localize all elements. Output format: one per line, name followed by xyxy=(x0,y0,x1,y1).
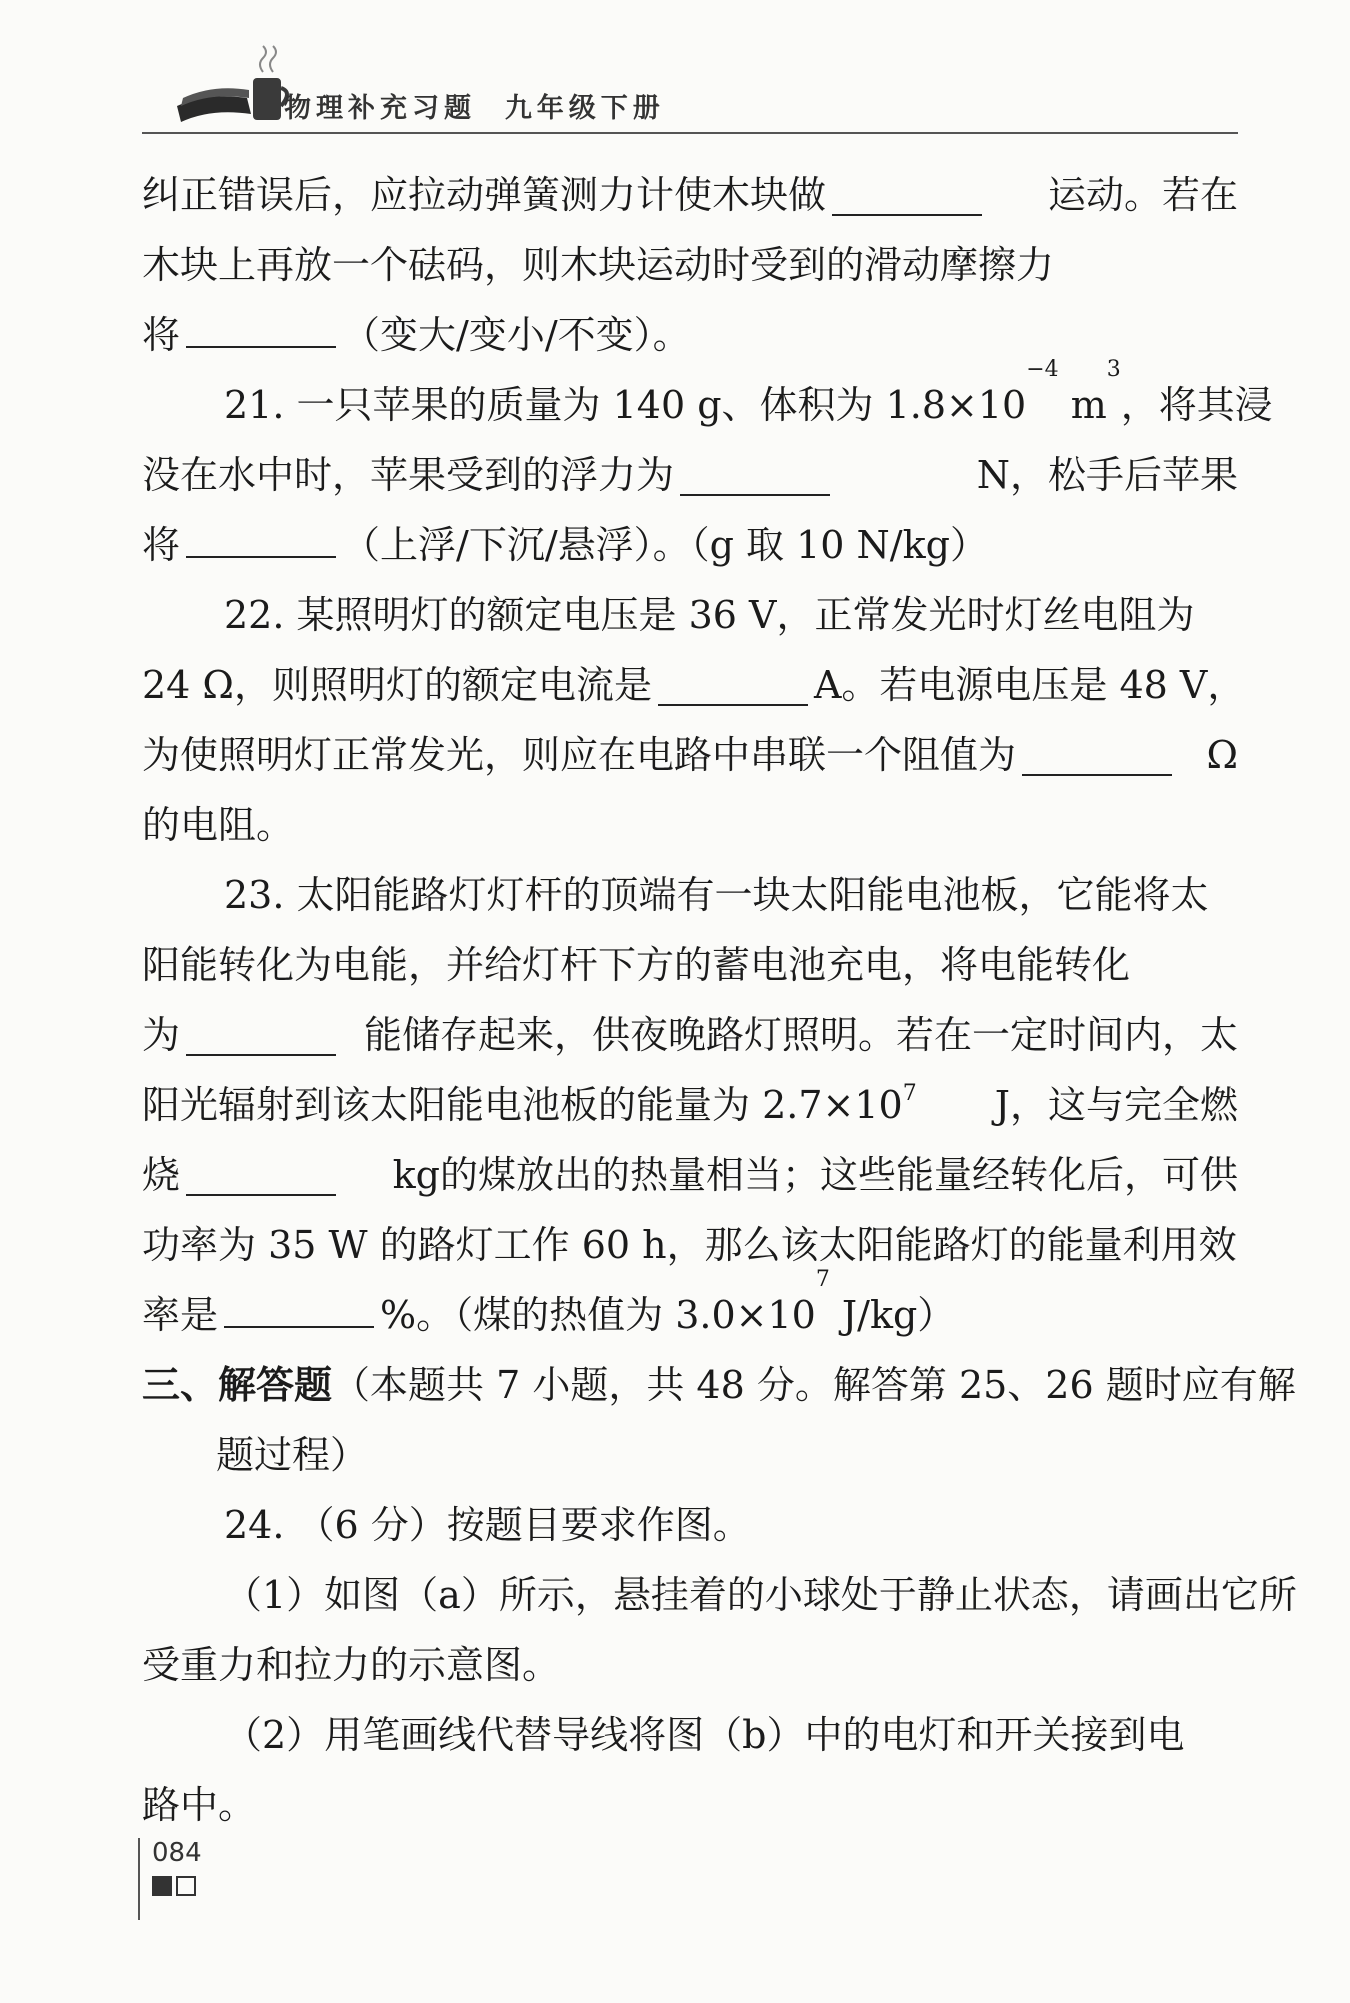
books-and-cup-icon xyxy=(167,44,297,130)
text-line: 将 （变大/变小/不变）。 xyxy=(142,300,1238,370)
section-title: 三、解答题 xyxy=(142,1363,333,1407)
question-21: 21. 一只苹果的质量为 140 g、体积为 1.8×10 −4 m 3 ，将其浸 xyxy=(224,357,1273,427)
text-line: 率是 %。（煤的热值为 3.0×10 7 J/kg） xyxy=(142,1267,956,1337)
question-24: 24. （6 分）按题目要求作图。 xyxy=(224,1503,751,1547)
text-line: 受重力和拉力的示意图。 xyxy=(142,1643,561,1687)
question-23: 23. 太阳能路灯灯杆的顶端有一块太阳能电池板，它能将太 xyxy=(224,873,1209,917)
text-line: 没在水中时，苹果受到的浮力为 N，松手后苹果 xyxy=(142,440,1238,510)
section-heading: 三、解答题（本题共 7 小题，共 48 分。解答第 25、26 题时应有解 xyxy=(142,1363,1296,1407)
page-marker xyxy=(152,1876,202,1896)
answer-blank xyxy=(186,510,336,558)
sub-question-1: （1）如图（a）所示，悬挂着的小球处于静止状态，请画出它所 xyxy=(224,1573,1297,1617)
page-footer xyxy=(138,1838,202,1920)
page-header xyxy=(142,40,1238,134)
grade-label: 九年级下册 xyxy=(504,93,665,124)
text-line: 功率为 35 W 的路灯工作 60 h，那么该太阳能路灯的能量利用效 xyxy=(142,1223,1237,1267)
answer-blank xyxy=(186,1008,336,1056)
filled-square-icon xyxy=(152,1876,172,1896)
answer-blank xyxy=(1022,728,1172,776)
sub-question-2: （2）用笔画线代替导线将图（b）中的电灯和开关接到电 xyxy=(224,1713,1185,1757)
answer-blank xyxy=(658,658,808,706)
text-line: 烧 kg的煤放出的热量相当；这些能量经转化后，可供 xyxy=(142,1140,1238,1210)
question-22: 22. 某照明灯的额定电压是 36 V，正常发光时灯丝电阻为 xyxy=(224,593,1195,637)
answer-blank xyxy=(832,168,982,216)
page-number: 084 xyxy=(152,1838,202,1868)
text-line: 阳光辐射到该太阳能电池板的能量为 $2.7\times 10^7$ J，这与完全燃 xyxy=(142,1081,1238,1127)
header-title xyxy=(284,86,665,125)
text-line: 为使照明灯正常发光，则应在电路中串联一个阻值为 Ω xyxy=(142,720,1238,790)
exercise-text xyxy=(142,160,1297,1840)
text-line: 24 Ω，则照明灯的额定电流是 A。若电源电压是 48 V， xyxy=(142,650,1238,720)
answer-blank xyxy=(680,448,830,496)
text-line: 为 能储存起来，供夜晚路灯照明。若在一定时间内，太 xyxy=(142,1000,1238,1070)
text-line: 的电阻。 xyxy=(142,803,295,847)
empty-square-icon xyxy=(176,1876,196,1896)
text-line: 路中。 xyxy=(142,1783,257,1827)
text-line: 纠正错误后，应拉动弹簧测力计使木块做 运动。若在 xyxy=(142,160,1238,230)
answer-blank xyxy=(224,1280,374,1328)
text-line: 将 （上浮/下沉/悬浮）。（g 取 10 N/kg） xyxy=(142,510,1238,580)
book-title: 物理补充习题 xyxy=(284,93,476,124)
text-line: 题过程） xyxy=(216,1433,369,1477)
text-line: 阳能转化为电能，并给灯杆下方的蓄电池充电，将电能转化 xyxy=(142,943,1131,987)
text-line: 木块上再放一个砝码，则木块运动时受到的滑动摩擦力 xyxy=(142,243,1055,287)
answer-blank xyxy=(186,300,336,348)
answer-blank xyxy=(186,1148,336,1196)
